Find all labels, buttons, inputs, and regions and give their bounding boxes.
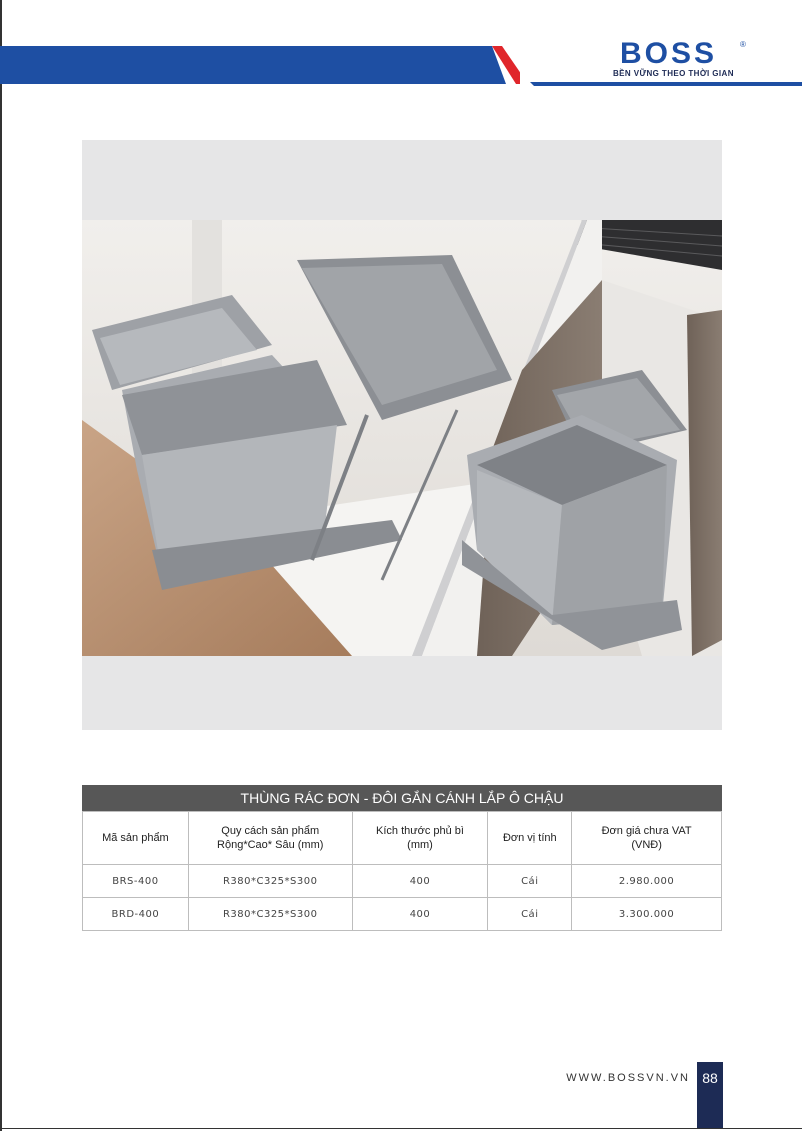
column-header-unit: Đơn vị tính <box>488 812 572 865</box>
cell-code: BRS-400 <box>83 865 189 898</box>
cell-unit: Cái <box>488 898 572 931</box>
cell-price: 3.300.000 <box>572 898 722 931</box>
cell-unit: Cái <box>488 865 572 898</box>
boss-logo <box>612 38 752 82</box>
header-band <box>0 46 520 84</box>
logo-wordmark: BOSS <box>620 37 718 70</box>
logo-tagline: BỀN VỮNG THEO THỜI GIAN <box>613 69 734 78</box>
cell-price: 2.980.000 <box>572 865 722 898</box>
cell-spec: R380*C325*S300 <box>188 898 352 931</box>
page-number: 88 <box>697 1062 723 1128</box>
cell-size: 400 <box>352 898 488 931</box>
column-header-code: Mã sản phẩm <box>83 812 189 865</box>
cell-spec: R380*C325*S300 <box>188 865 352 898</box>
bottom-margin-rule <box>0 1128 802 1129</box>
table-row <box>83 898 722 931</box>
left-margin-rule <box>0 0 2 1131</box>
table-header-row <box>83 812 722 865</box>
product-price-table <box>82 811 722 931</box>
table-title: THÙNG RÁC ĐƠN - ĐÔI GẮN CÁNH LẮP Ô CHẬU <box>82 785 722 811</box>
logo-registered-mark: ® <box>740 40 746 49</box>
table-row <box>83 865 722 898</box>
column-header-size: Kích thước phủ bì (mm) <box>352 812 488 865</box>
footer-website: WWW.BOSSVN.VN <box>566 1072 690 1084</box>
cell-size: 400 <box>352 865 488 898</box>
column-header-price: Đơn giá chưa VAT (VNĐ) <box>572 812 722 865</box>
cell-code: BRD-400 <box>83 898 189 931</box>
column-header-spec: Quy cách sản phẩm Rộng*Cao* Sâu (mm) <box>188 812 352 865</box>
product-photo <box>82 220 722 656</box>
